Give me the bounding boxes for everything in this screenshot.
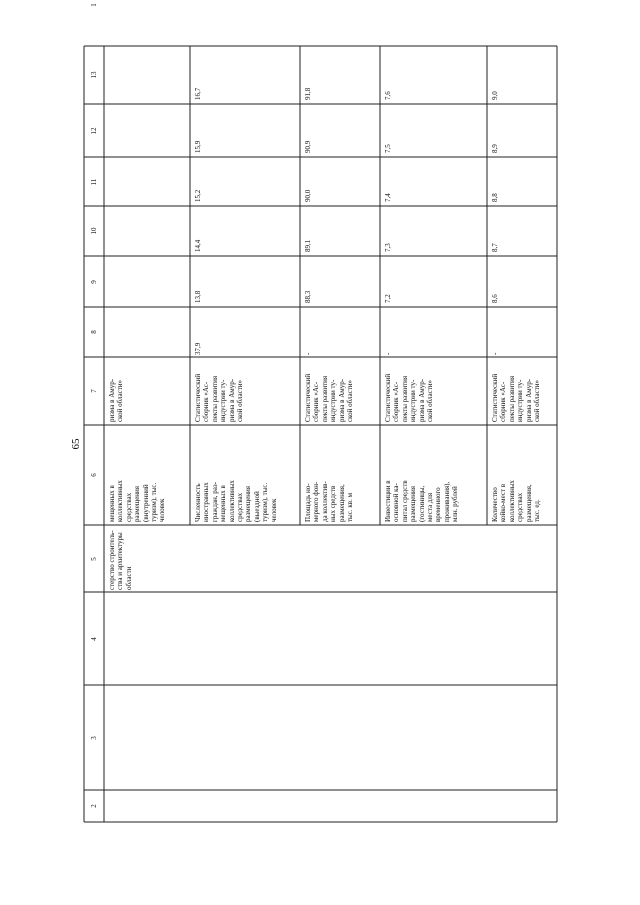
- value-col-9: 13,8: [194, 290, 202, 303]
- column-number-7: 7: [90, 389, 98, 393]
- value-col-12: 90,9: [304, 140, 312, 153]
- value-col-11: 15,2: [194, 189, 202, 202]
- column-number-8: 8: [90, 330, 98, 334]
- value-col-10: 7,3: [384, 243, 392, 252]
- value-col-12: 8,9: [491, 144, 499, 153]
- data-source: Статистический сборник «Ас- пекты развития индустрии ту- ризма в Амур- ской области»: [491, 373, 542, 422]
- value-col-10: 14,4: [194, 239, 202, 252]
- column-number-1: 1: [90, 3, 98, 7]
- column-number-12: 12: [90, 127, 98, 134]
- value-col-10: 8,7: [491, 243, 499, 252]
- value-col-13: 7,6: [384, 91, 392, 100]
- value-col-13: 91,8: [304, 87, 312, 100]
- column-number-2: 2: [90, 804, 98, 808]
- value-col-12: 7,5: [384, 144, 392, 153]
- value-col-11: 8,8: [491, 193, 499, 202]
- column-number-6: 6: [90, 473, 98, 477]
- value-col-9: 7,2: [384, 294, 392, 303]
- column-number-10: 10: [90, 227, 98, 235]
- column-number-3: 3: [90, 735, 98, 740]
- value-col-13: 9,0: [491, 91, 499, 100]
- data-source: ризма в Амур- ской области»: [108, 378, 125, 422]
- data-source: Статистический сборник «Ас- пекты развития индустрии ту- ризма в Амур- ской области»: [384, 373, 435, 422]
- value-col-11: 7,4: [384, 193, 392, 202]
- data-source: Статистический сборник «Ас- пекты развития индустрии ту- ризма в Амур- ской области»: [194, 373, 245, 422]
- column-number-4: 4: [90, 636, 98, 641]
- value-col-8: -: [304, 352, 312, 355]
- value-col-13: 16,7: [194, 87, 202, 100]
- value-col-11: 90,0: [304, 189, 312, 202]
- data-source: Статистический сборник «Ас- пекты развития индустрии ту- ризма в Амур- ской области»: [304, 373, 355, 422]
- responsible-executor: стерство строитель- ства и архитектуры области: [108, 530, 133, 590]
- value-col-10: 89,1: [304, 239, 312, 252]
- value-col-9: 8,6: [491, 294, 499, 303]
- value-col-9: 88,3: [304, 290, 312, 303]
- value-col-12: 15,9: [194, 140, 202, 153]
- value-col-8: -: [491, 352, 499, 355]
- column-number-11: 11: [90, 178, 98, 185]
- indicator-name: Инвестиции в основной ка- питал средств размещения (гостиницы, места для временного проживания), млн. рублей: [384, 480, 460, 522]
- indicator-name: Численность иностранных граждан, раз- мещенных в коллективных средствах размещения (выездной туризм), тыс. человек: [194, 480, 278, 522]
- indicator-name: Количество койко-мест в коллективных средствах размещения, тыс. ед.: [491, 480, 542, 522]
- column-number-5: 5: [90, 556, 98, 561]
- indicator-name: мещенных в коллективных средствах размещения (внутренний туризм), тыс. человек: [108, 480, 167, 522]
- column-number-9: 9: [90, 279, 98, 284]
- value-col-8: 37,9: [194, 342, 202, 355]
- value-col-8: -: [384, 352, 392, 355]
- column-number-13: 13: [90, 71, 98, 79]
- page-number: 65: [70, 438, 82, 450]
- indicator-name: Площадь но- мерного фон- да коллектив- ных средств размещения, тыс. кв. м: [304, 481, 355, 522]
